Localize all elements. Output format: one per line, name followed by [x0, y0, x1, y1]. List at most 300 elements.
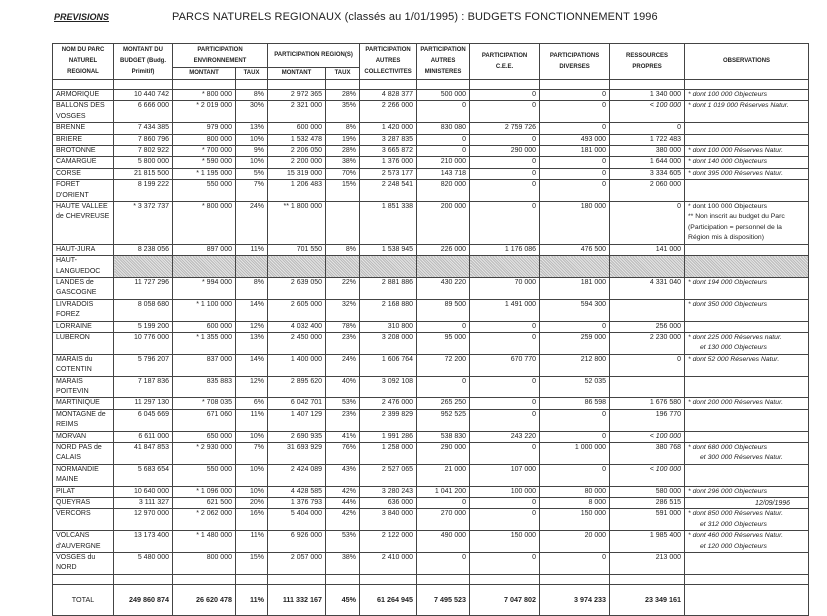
env-montant-cell: * 1 100 000 — [173, 299, 236, 321]
observation-line: ** Non inscrit au budget du Parc — [688, 213, 785, 221]
env-montant-cell: * 994 000 — [173, 277, 236, 299]
region-montant-cell: 2 450 000 — [268, 332, 326, 354]
env-taux-cell: 16% — [236, 509, 268, 531]
propres-cell: 141 000 — [610, 244, 685, 255]
table-row — [53, 202, 809, 245]
diverses-cell: 0 — [540, 180, 610, 202]
env-taux-cell: 10% — [236, 486, 268, 497]
col-header-observations: OBSERVATIONS — [685, 44, 809, 80]
diverses-cell: 0 — [540, 101, 610, 123]
env-montant-cell: 979 000 — [173, 123, 236, 134]
env-taux-cell: 12% — [236, 376, 268, 398]
region-taux-cell: 41% — [326, 431, 360, 442]
table-row — [53, 157, 809, 168]
budget-cell: 8 238 056 — [114, 244, 173, 255]
collectivites-cell: 61 264 945 — [360, 584, 417, 615]
region-taux-cell: 38% — [326, 157, 360, 168]
empty-cell — [173, 80, 236, 90]
budget-cell: 7 860 796 — [114, 134, 173, 145]
region-montant-cell: 2 321 000 — [268, 101, 326, 123]
env-taux-cell: 12% — [236, 321, 268, 332]
diverses-cell: 80 000 — [540, 486, 610, 497]
cee-cell: 670 770 — [470, 354, 540, 376]
diverses-cell: 1 000 000 — [540, 443, 610, 465]
env-montant-cell: 897 000 — [173, 244, 236, 255]
region-montant-cell — [268, 256, 326, 278]
collectivites-cell: 1 258 000 — [360, 443, 417, 465]
propres-cell: < 100 000 — [610, 431, 685, 442]
collectivites-cell: 1 851 338 — [360, 202, 417, 245]
diverses-cell: 493 000 — [540, 134, 610, 145]
budget-cell: 8 058 680 — [114, 299, 173, 321]
region-montant-cell: 2 605 000 — [268, 299, 326, 321]
budget-cell: 249 860 874 — [114, 584, 173, 615]
observations-cell — [685, 134, 809, 145]
cee-cell: 0 — [470, 332, 540, 354]
cee-cell: 0 — [470, 157, 540, 168]
propres-cell: 1 340 000 — [610, 90, 685, 101]
col-header-region: PARTICIPATION REGION(S) — [268, 44, 360, 68]
ministeres-cell: 0 — [417, 134, 470, 145]
propres-cell: < 100 000 — [610, 101, 685, 123]
park-name-cell: NORMANDIE MAINE — [53, 464, 114, 486]
ministeres-cell: 7 495 523 — [417, 584, 470, 615]
region-montant-cell: 6 042 701 — [268, 398, 326, 409]
ministeres-cell: 820 000 — [417, 180, 470, 202]
region-montant-cell: 2 972 365 — [268, 90, 326, 101]
collectivites-cell: 1 538 945 — [360, 244, 417, 255]
env-montant-cell: * 1 195 000 — [173, 168, 236, 179]
ministeres-cell: 72 200 — [417, 354, 470, 376]
propres-cell: 2 230 000 — [610, 332, 685, 354]
col-header-env: PARTICIPATION ENVIRONNEMENT — [173, 44, 268, 68]
env-montant-cell: * 800 000 — [173, 202, 236, 245]
col-header-propres: RESSOURCES PROPRES — [610, 44, 685, 80]
region-montant-cell: 2 200 000 — [268, 157, 326, 168]
collectivites-cell: 310 800 — [360, 321, 417, 332]
table-row — [53, 277, 809, 299]
table-row — [53, 464, 809, 486]
park-name-cell: MONTAGNE de REIMS — [53, 409, 114, 431]
region-montant-cell: 701 550 — [268, 244, 326, 255]
cee-cell: 70 000 — [470, 277, 540, 299]
diverses-cell: 0 — [540, 464, 610, 486]
budget-cell: 6 045 669 — [114, 409, 173, 431]
region-montant-cell: 1 376 793 — [268, 498, 326, 509]
cee-cell: 1 491 000 — [470, 299, 540, 321]
cee-cell: 0 — [470, 398, 540, 409]
empty-cell — [268, 80, 326, 90]
region-montant-cell: 1 400 000 — [268, 354, 326, 376]
table-row — [53, 321, 809, 332]
diverses-cell: 0 — [540, 157, 610, 168]
ministeres-cell: 538 830 — [417, 431, 470, 442]
ministeres-cell: 21 000 — [417, 464, 470, 486]
region-montant-cell: 2 895 620 — [268, 376, 326, 398]
park-name-cell: HAUTE VALLEE de CHEVREUSE — [53, 202, 114, 245]
table-row — [53, 398, 809, 409]
ministeres-cell: 0 — [417, 553, 470, 575]
observations-cell — [685, 376, 809, 398]
region-montant-cell: 1 407 129 — [268, 409, 326, 431]
table-row — [53, 180, 809, 202]
observations-cell — [685, 398, 809, 409]
park-name-cell: FORET D'ORIENT — [53, 180, 114, 202]
env-taux-cell: 11% — [236, 531, 268, 553]
propres-cell: 1 676 580 — [610, 398, 685, 409]
ministeres-cell: 0 — [417, 101, 470, 123]
propres-cell: 196 770 — [610, 409, 685, 431]
env-taux-cell: 10% — [236, 157, 268, 168]
env-montant-cell: * 800 000 — [173, 90, 236, 101]
collectivites-cell: 3 280 243 — [360, 486, 417, 497]
park-name-cell: PILAT — [53, 486, 114, 497]
collectivites-cell: 4 828 377 — [360, 90, 417, 101]
observations-cell — [685, 90, 809, 101]
ministeres-cell: 430 220 — [417, 277, 470, 299]
budget-cell: 11 297 130 — [114, 398, 173, 409]
empty-cell — [53, 80, 114, 90]
park-name-cell: HAUT-LANGUEDOC — [53, 256, 114, 278]
ministeres-cell — [417, 256, 470, 278]
observation-line: * dont 100 000 Objecteurs — [688, 91, 768, 98]
observations-cell — [685, 332, 809, 354]
park-name-cell: VOSGES du NORD — [53, 553, 114, 575]
env-montant-cell: * 1 480 000 — [173, 531, 236, 553]
park-name-cell: LORRAINE — [53, 321, 114, 332]
empty-cell — [236, 80, 268, 90]
collectivites-cell: 2 122 000 — [360, 531, 417, 553]
park-name-cell: TOTAL — [53, 584, 114, 615]
diverses-cell: 8 000 — [540, 498, 610, 509]
region-taux-cell: 32% — [326, 299, 360, 321]
propres-cell: 1 644 000 — [610, 157, 685, 168]
propres-cell: 0 — [610, 354, 685, 376]
observation-line: et 120 000 Objecteurs — [700, 542, 767, 550]
ministeres-cell: 500 000 — [417, 90, 470, 101]
empty-cell — [540, 574, 610, 584]
ministeres-cell: 0 — [417, 498, 470, 509]
budget-cell: 10 440 742 — [114, 90, 173, 101]
budget-cell: 7 434 385 — [114, 123, 173, 134]
park-name-cell: HAUT-JURA — [53, 244, 114, 255]
document-date: 12/09/1996 — [755, 500, 791, 507]
empty-cell — [326, 574, 360, 584]
table-row — [53, 531, 809, 553]
propres-cell: 256 000 — [610, 321, 685, 332]
env-taux-cell: 10% — [236, 134, 268, 145]
empty-cell — [360, 80, 417, 90]
env-montant-cell: * 708 035 — [173, 398, 236, 409]
region-taux-cell: 78% — [326, 321, 360, 332]
observations-cell — [685, 180, 809, 202]
budget-cell: 5 683 654 — [114, 464, 173, 486]
budget-cell: 5 480 000 — [114, 553, 173, 575]
empty-cell — [417, 574, 470, 584]
ministeres-cell: 490 000 — [417, 531, 470, 553]
observation-line: * dont 296 000 Objecteurs — [688, 487, 768, 495]
region-taux-cell — [326, 202, 360, 245]
region-montant-cell: 1 532 478 — [268, 134, 326, 145]
observations-cell — [685, 299, 809, 321]
ministeres-cell: 0 — [417, 376, 470, 398]
propres-cell: 0 — [610, 202, 685, 245]
region-montant-cell: 4 428 585 — [268, 486, 326, 497]
table-row — [53, 332, 809, 354]
env-montant-cell: 550 000 — [173, 180, 236, 202]
table-row — [53, 486, 809, 497]
region-montant-cell: 31 693 929 — [268, 443, 326, 465]
cee-cell: 2 759 726 — [470, 123, 540, 134]
env-taux-cell: 11% — [236, 244, 268, 255]
table-row — [53, 431, 809, 442]
region-montant-cell: 5 404 000 — [268, 509, 326, 531]
cee-cell: 100 000 — [470, 486, 540, 497]
region-taux-cell: 53% — [326, 531, 360, 553]
budget-cell: 41 847 853 — [114, 443, 173, 465]
col-header-diverses: PARTICIPATIONS DIVERSES — [540, 44, 610, 80]
region-taux-cell: 28% — [326, 146, 360, 157]
cee-cell: 0 — [470, 498, 540, 509]
cee-cell: 0 — [470, 321, 540, 332]
ministeres-cell: 290 000 — [417, 443, 470, 465]
budget-cell: * 3 372 737 — [114, 202, 173, 245]
env-taux-cell: 8% — [236, 90, 268, 101]
propres-cell: 23 349 161 — [610, 584, 685, 615]
budget-cell: 5 796 207 — [114, 354, 173, 376]
region-taux-cell: 23% — [326, 409, 360, 431]
col-header-ministeres: PARTICIPATION AUTRES MINISTERES — [417, 44, 470, 80]
table-row — [53, 553, 809, 575]
env-taux-cell: 10% — [236, 464, 268, 486]
cee-cell: 0 — [470, 134, 540, 145]
region-taux-cell: 23% — [326, 332, 360, 354]
propres-cell: 380 000 — [610, 146, 685, 157]
col-header-env-taux: TAUX — [236, 68, 268, 80]
propres-cell: 1 722 483 — [610, 134, 685, 145]
diverses-cell: 3 974 233 — [540, 584, 610, 615]
env-montant-cell: 671 060 — [173, 409, 236, 431]
cee-cell: 0 — [470, 180, 540, 202]
env-taux-cell: 11% — [236, 584, 268, 615]
observation-line: et 312 000 Objecteurs — [700, 520, 767, 528]
table-row — [53, 376, 809, 398]
diverses-cell: 20 000 — [540, 531, 610, 553]
region-taux-cell: 76% — [326, 443, 360, 465]
observations-cell — [685, 486, 809, 497]
observations-cell — [685, 277, 809, 299]
budget-cell: 10 640 000 — [114, 486, 173, 497]
collectivites-cell: 1 420 000 — [360, 123, 417, 134]
observation-line: * dont 680 000 Objecteurs — [688, 444, 768, 451]
park-name-cell: BRENNE — [53, 123, 114, 134]
ministeres-cell: 143 718 — [417, 168, 470, 179]
observations-cell — [685, 256, 809, 278]
env-taux-cell: 9% — [236, 146, 268, 157]
propres-cell: 0 — [610, 123, 685, 134]
env-montant-cell: * 2 019 000 — [173, 101, 236, 123]
table-row — [53, 123, 809, 134]
empty-cell — [360, 574, 417, 584]
diverses-cell: 180 000 — [540, 202, 610, 245]
env-taux-cell: 13% — [236, 123, 268, 134]
observation-line: * dont 1 019 000 Réserves Natur. — [688, 102, 789, 110]
budget-cell: 5 199 200 — [114, 321, 173, 332]
env-taux-cell: 14% — [236, 299, 268, 321]
collectivites-cell: 2 248 541 — [360, 180, 417, 202]
cee-cell: 107 000 — [470, 464, 540, 486]
park-name-cell: QUEYRAS — [53, 498, 114, 509]
observations-cell — [685, 157, 809, 168]
env-taux-cell: 6% — [236, 398, 268, 409]
park-name-cell: CAMARGUE — [53, 157, 114, 168]
region-taux-cell: 45% — [326, 584, 360, 615]
cee-cell: 0 — [470, 443, 540, 465]
env-taux-cell: 10% — [236, 431, 268, 442]
observation-line: * dont 225 000 Réserves natur. — [688, 333, 782, 341]
env-montant-cell: 837 000 — [173, 354, 236, 376]
previsions-label: PREVISIONS — [54, 12, 110, 22]
observations-cell — [685, 509, 809, 531]
table-row — [53, 244, 809, 255]
region-taux-cell: 43% — [326, 464, 360, 486]
collectivites-cell: 2 266 000 — [360, 101, 417, 123]
propres-cell: 286 515 — [610, 498, 685, 509]
env-montant-cell: * 2 930 000 — [173, 443, 236, 465]
ministeres-cell: 0 — [417, 321, 470, 332]
observation-line: * dont 52 000 Réserves Natur. — [688, 355, 780, 363]
budget-cell: 3 111 327 — [114, 498, 173, 509]
collectivites-cell: 2 527 065 — [360, 464, 417, 486]
region-taux-cell: 24% — [326, 354, 360, 376]
ministeres-cell: 200 000 — [417, 202, 470, 245]
empty-cell — [540, 80, 610, 90]
diverses-cell: 0 — [540, 553, 610, 575]
diverses-cell: 0 — [540, 431, 610, 442]
budget-cell: 12 970 000 — [114, 509, 173, 531]
cee-cell: 7 047 802 — [470, 584, 540, 615]
observations-cell — [685, 354, 809, 376]
park-name-cell: VOLCANS d'AUVERGNE — [53, 531, 114, 553]
env-taux-cell: 20% — [236, 498, 268, 509]
region-taux-cell: 44% — [326, 498, 360, 509]
col-header-collectivites: PARTICIPATION AUTRES COLLECTIVITES — [360, 44, 417, 80]
table-row — [53, 509, 809, 531]
table-row — [53, 168, 809, 179]
budget-cell: 7 802 922 — [114, 146, 173, 157]
env-montant-cell: 835 883 — [173, 376, 236, 398]
env-montant-cell: 621 500 — [173, 498, 236, 509]
diverses-cell: 86 598 — [540, 398, 610, 409]
collectivites-cell: 3 287 835 — [360, 134, 417, 145]
table-row — [53, 443, 809, 465]
env-taux-cell: 11% — [236, 409, 268, 431]
table-row — [53, 256, 809, 278]
region-montant-cell: 2 690 935 — [268, 431, 326, 442]
park-name-cell: VERCORS — [53, 509, 114, 531]
propres-cell: 3 334 605 — [610, 168, 685, 179]
table-row — [53, 101, 809, 123]
park-name-cell: MORVAN — [53, 431, 114, 442]
cee-cell: 290 000 — [470, 146, 540, 157]
diverses-cell: 0 — [540, 90, 610, 101]
collectivites-cell: 1 606 764 — [360, 354, 417, 376]
collectivites-cell: 636 000 — [360, 498, 417, 509]
propres-cell: 380 768 — [610, 443, 685, 465]
region-montant-cell: 4 032 400 — [268, 321, 326, 332]
env-montant-cell: * 700 000 — [173, 146, 236, 157]
env-taux-cell: 8% — [236, 277, 268, 299]
collectivites-cell: 3 665 872 — [360, 146, 417, 157]
propres-cell: 4 331 040 — [610, 277, 685, 299]
cee-cell: 243 220 — [470, 431, 540, 442]
observations-cell — [685, 101, 809, 123]
region-taux-cell: 8% — [326, 123, 360, 134]
region-taux-cell: 38% — [326, 553, 360, 575]
park-name-cell: ARMORIQUE — [53, 90, 114, 101]
budget-table — [52, 43, 809, 616]
table-row — [53, 146, 809, 157]
observations-cell — [685, 584, 809, 615]
region-montant-cell: 1 206 483 — [268, 180, 326, 202]
region-montant-cell: 2 057 000 — [268, 553, 326, 575]
region-taux-cell: 22% — [326, 277, 360, 299]
env-montant-cell — [173, 256, 236, 278]
region-taux-cell — [326, 256, 360, 278]
cee-cell: 0 — [470, 376, 540, 398]
diverses-cell: 0 — [540, 123, 610, 134]
region-montant-cell: 15 319 000 — [268, 168, 326, 179]
observations-cell — [685, 431, 809, 442]
ministeres-cell: 270 000 — [417, 509, 470, 531]
propres-cell: 1 985 400 — [610, 531, 685, 553]
propres-cell: 213 000 — [610, 553, 685, 575]
collectivites-cell: 3 840 000 — [360, 509, 417, 531]
budget-cell: 8 199 222 — [114, 180, 173, 202]
region-taux-cell: 42% — [326, 509, 360, 531]
collectivites-cell: 1 991 286 — [360, 431, 417, 442]
env-taux-cell: 7% — [236, 180, 268, 202]
table-row — [53, 409, 809, 431]
diverses-cell: 181 000 — [540, 277, 610, 299]
collectivites-cell: 3 208 000 — [360, 332, 417, 354]
table-row — [53, 90, 809, 101]
col-header-region-taux: TAUX — [326, 68, 360, 80]
park-name-cell: NORD PAS de CALAIS — [53, 443, 114, 465]
env-taux-cell: 24% — [236, 202, 268, 245]
park-name-cell: LIVRADOIS FOREZ — [53, 299, 114, 321]
total-row — [53, 584, 809, 615]
diverses-cell — [540, 256, 610, 278]
cee-cell: 0 — [470, 553, 540, 575]
propres-cell: < 100 000 — [610, 464, 685, 486]
region-montant-cell: 600 000 — [268, 123, 326, 134]
observation-line: * dont 194 000 Objecteurs — [688, 278, 768, 286]
ministeres-cell: 226 000 — [417, 244, 470, 255]
budget-cell: 7 187 836 — [114, 376, 173, 398]
region-montant-cell: 2 639 050 — [268, 277, 326, 299]
env-montant-cell: 800 000 — [173, 134, 236, 145]
budget-cell: 10 776 000 — [114, 332, 173, 354]
collectivites-cell: 2 410 000 — [360, 553, 417, 575]
col-header-cee: PARTICIPATION C.E.E. — [470, 44, 540, 80]
propres-cell: 2 060 000 — [610, 180, 685, 202]
blank-row — [53, 80, 809, 90]
observations-cell — [685, 321, 809, 332]
env-taux-cell — [236, 256, 268, 278]
ministeres-cell: 830 080 — [417, 123, 470, 134]
park-name-cell: LANDES de GASCOGNE — [53, 277, 114, 299]
